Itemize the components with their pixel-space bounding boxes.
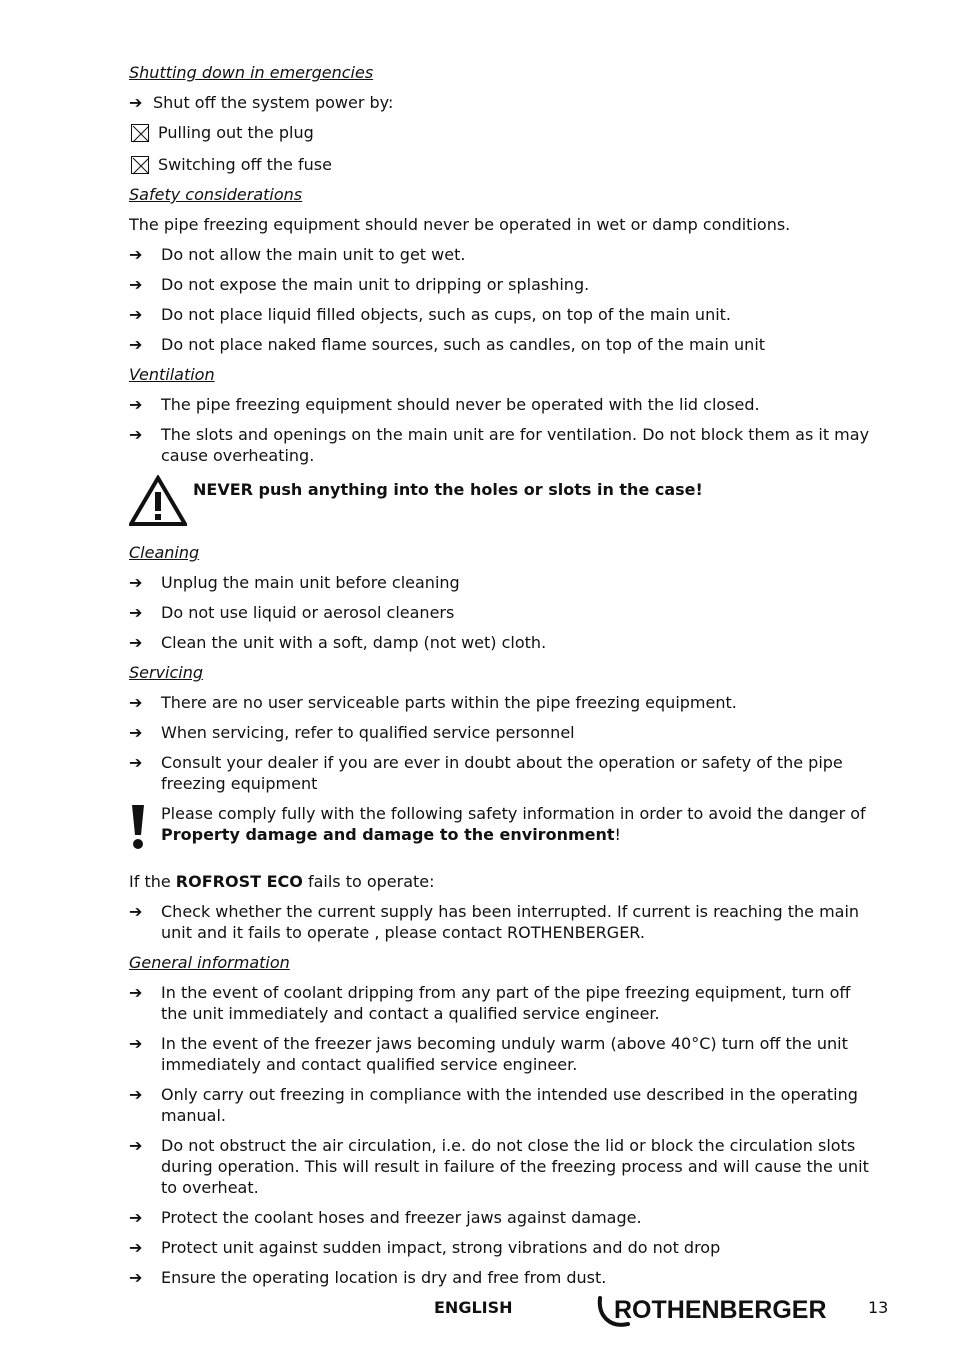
heading-ventilation: Ventilation — [129, 365, 215, 384]
arrow-icon: ➔ — [129, 425, 143, 444]
list-item: ➔ Unplug the main unit before cleaning — [129, 573, 460, 592]
arrow-icon: ➔ — [129, 335, 143, 354]
footer-language: ENGLISH — [434, 1298, 513, 1317]
heading-cleaning: Cleaning — [129, 543, 200, 562]
arrow-icon: ➔ — [129, 395, 143, 414]
arrow-icon: ➔ — [129, 93, 143, 112]
list-item: ➔ The slots and openings on the main unit are for ventilation. Do not block them as it may cause overheating. — [129, 425, 870, 465]
list-item: ➔ Check whether the current supply has been interrupted. If current is reaching the main unit and it fails to operate , please contact ROTHENBERGER. — [129, 902, 860, 942]
page-number: 13 — [868, 1298, 889, 1317]
list-item: ➔ Do not use liquid or aerosol cleaners — [129, 603, 455, 622]
list-item: ➔ The pipe freezing equipment should never be operated with the lid closed. — [129, 395, 760, 414]
safety-text: The pipe freezing equipment should never be operated in wet or damp conditions. — [129, 215, 791, 234]
notice-bold: Property damage and damage to the environment — [161, 825, 615, 844]
list-item: ➔ When servicing, refer to qualified service personnel — [129, 723, 575, 742]
brand-wordmark: ROTHENBERGER — [614, 1296, 827, 1324]
notice-text: Please comply fully with the following safety information in order to avoid the danger of — [161, 804, 866, 823]
list-item: ➔ Only carry out freezing in compliance with the intended use described in the operating manual. — [129, 1085, 858, 1125]
list-item: ➔ Do not place naked flame sources, such as candles, on top of the main unit — [129, 335, 766, 354]
list-item: ➔ There are no user serviceable parts within the pipe freezing equipment. — [129, 693, 737, 712]
arrow-icon: ➔ — [129, 983, 143, 1002]
arrow-icon: ➔ — [129, 603, 143, 622]
checkbox-item: Switching off the fuse — [129, 154, 879, 175]
heading-safety: Safety considerations — [129, 185, 303, 204]
arrow-icon: ➔ — [129, 305, 143, 324]
brand-logo — [596, 1292, 836, 1337]
list-item: ➔ In the event of coolant dripping from any part of the pipe freezing equipment, turn off the unit immediately and contact a qualified service engineer. — [129, 983, 851, 1023]
warning-text: NEVER push anything into the holes or slots in the case! — [193, 480, 703, 499]
arrow-icon: ➔ — [129, 1034, 143, 1053]
list-item: ➔ Do not expose the main unit to dripping or splashing. — [129, 275, 590, 294]
exclamation-icon — [129, 803, 161, 856]
arrow-icon: ➔ — [129, 1208, 143, 1227]
arrow-icon: ➔ — [129, 693, 143, 712]
list-item: ➔ Do not place liquid filled objects, such as cups, on top of the main unit. — [129, 305, 732, 324]
arrow-icon: ➔ — [129, 723, 143, 742]
list-item: ➔ Ensure the operating location is dry and free from dust. — [129, 1268, 607, 1287]
product-name: ROFROST ECO — [175, 872, 303, 891]
arrow-icon: ➔ — [129, 1136, 143, 1155]
arrow-icon: ➔ — [129, 1085, 143, 1104]
arrow-icon: ➔ — [129, 1238, 143, 1257]
heading-emergencies: Shutting down in emergencies — [129, 63, 374, 82]
list-item: ➔ In the event of the freezer jaws becoming unduly warm (above 40°C) turn off the unit immediately and contact qualified service engineer. — [129, 1034, 848, 1074]
fail-text: If the ROFROST ECO fails to operate: — [129, 872, 435, 891]
list-item: ➔ Protect unit against sudden impact, strong vibrations and do not drop — [129, 1238, 721, 1257]
crossed-box-icon — [131, 124, 149, 142]
heading-general: General information — [129, 953, 290, 972]
checkbox-item: Pulling out the plug — [129, 122, 879, 143]
warning-block — [129, 475, 879, 532]
list-item: ➔ Shut off the system power by: — [129, 93, 394, 112]
arrow-icon: ➔ — [129, 275, 143, 294]
arrow-icon: ➔ — [129, 902, 143, 921]
manual-page-content — [129, 62, 879, 1297]
notice-block: Please comply fully with the following safety information in order to avoid the danger of Property damage and damage to the environment! — [129, 803, 879, 856]
heading-servicing: Servicing — [129, 663, 204, 682]
arrow-icon: ➔ — [129, 753, 143, 772]
arrow-icon: ➔ — [129, 245, 143, 264]
list-item: ➔ Clean the unit with a soft, damp (not wet) cloth. — [129, 633, 547, 652]
crossed-box-icon — [131, 156, 149, 174]
warning-triangle-icon — [129, 475, 193, 532]
arrow-icon: ➔ — [129, 573, 143, 592]
list-item: ➔ Do not allow the main unit to get wet. — [129, 245, 466, 264]
list-item: ➔ Consult your dealer if you are ever in doubt about the operation or safety of the pipe freezing equipment — [129, 753, 843, 793]
arrow-icon: ➔ — [129, 1268, 143, 1287]
list-item: ➔ Do not obstruct the air circulation, i.e. do not close the lid or block the circulation slots during operation. This will result in failure of the freezing process and will cause the unit to overheat. — [129, 1136, 869, 1197]
list-item: ➔ Protect the coolant hoses and freezer jaws against damage. — [129, 1208, 642, 1227]
arrow-icon: ➔ — [129, 633, 143, 652]
